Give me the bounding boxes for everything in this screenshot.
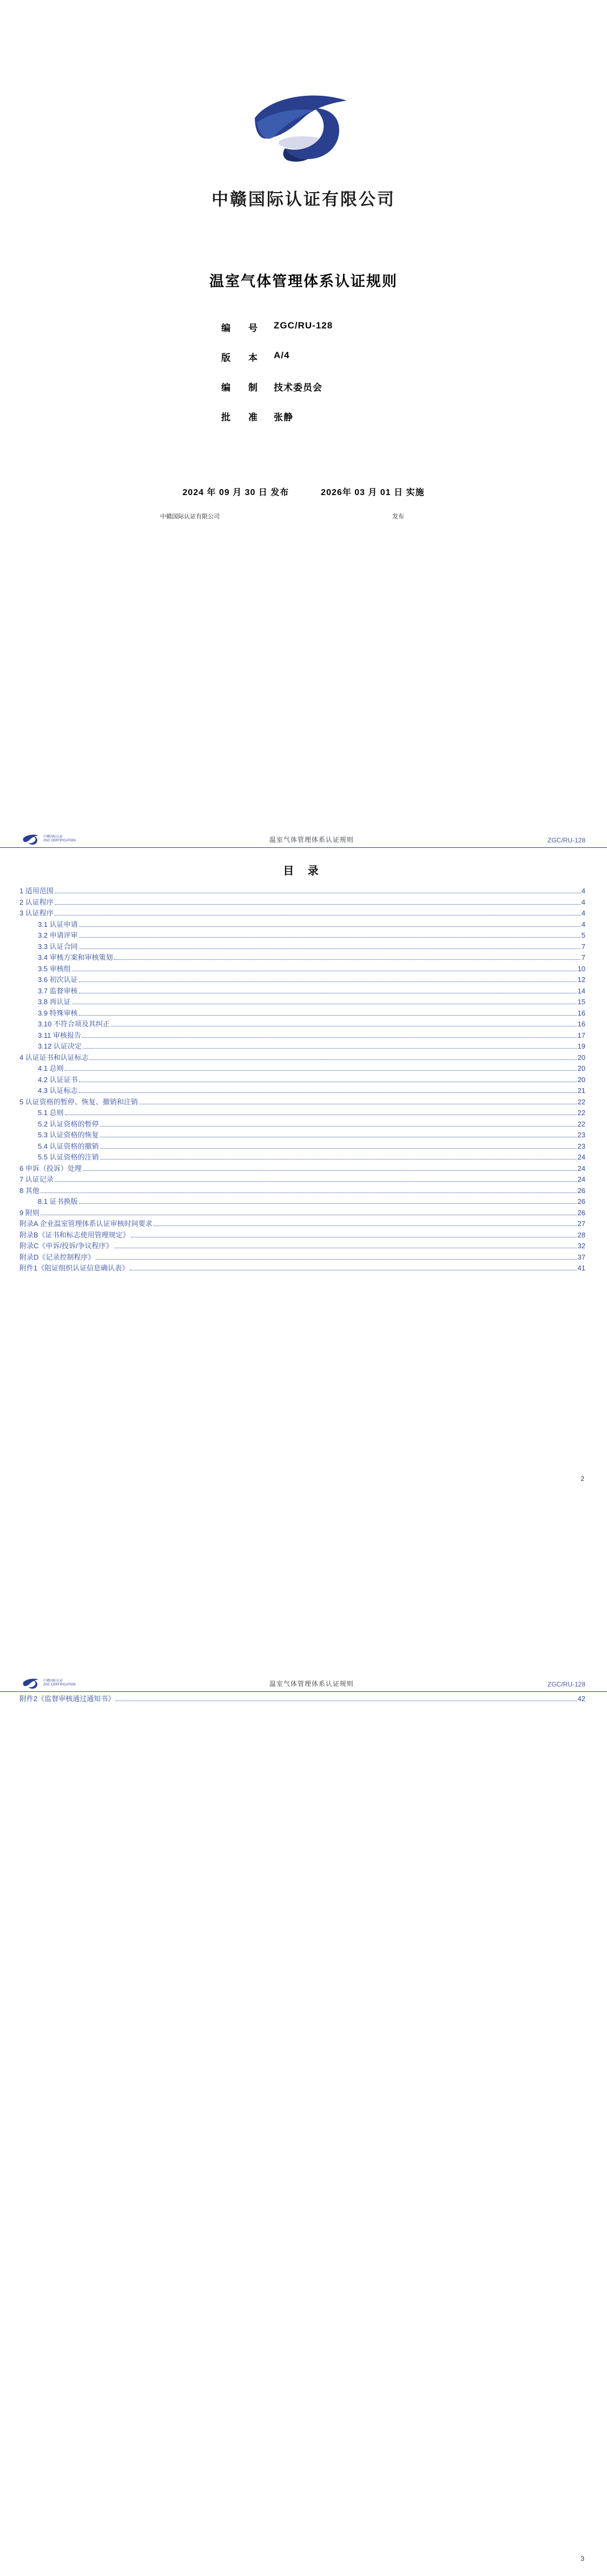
header-logo-line2: ZGC CERTIFICATION — [43, 839, 76, 842]
meta-label-approver: 批 准 — [221, 412, 262, 423]
toc-item[interactable] — [19, 1109, 585, 1117]
toc-item-label: 3.8 再认证 — [38, 998, 71, 1006]
toc-item-label: 4.3 认证标志 — [38, 1086, 78, 1095]
toc-leader — [79, 1203, 577, 1204]
zgc-logo-small-icon — [22, 833, 40, 845]
running-header — [0, 1677, 607, 1692]
toc-item-page: 4 — [581, 887, 585, 895]
toc-item-page: 26 — [577, 1197, 585, 1205]
toc-item-label: 4 认证证书和认证标志 — [19, 1053, 89, 1062]
toc-leader — [79, 1015, 577, 1016]
toc-continuation-page — [0, 1661, 607, 2575]
meta-row-author — [0, 380, 607, 393]
toc-item-page: 41 — [577, 1264, 585, 1272]
company-logo — [0, 87, 607, 176]
toc-item-page: 16 — [577, 1009, 585, 1017]
toc-item-label: 3.6 初次认证 — [38, 976, 78, 984]
toc-item-label: 3.11 审核报告 — [38, 1031, 81, 1039]
toc-item[interactable] — [19, 943, 585, 951]
meta-value-approver: 张静 — [274, 412, 293, 423]
toc-item[interactable] — [19, 1254, 585, 1261]
zgc-logo-small-icon — [22, 1677, 40, 1689]
toc-item[interactable] — [19, 1131, 585, 1139]
toc-item-label: 5.3 认证资格的恢复 — [38, 1131, 99, 1139]
meta-row-version — [0, 350, 607, 364]
toc-item-label: 附录B《证书和标志使用管理规定》 — [19, 1230, 130, 1239]
toc-item-label: 3.12 认证决定 — [38, 1042, 82, 1050]
toc-item-label: 3.1 认证申请 — [38, 920, 78, 928]
toc-item[interactable] — [19, 1098, 585, 1106]
company-name: 中赣国际认证有限公司 — [212, 190, 395, 209]
header-doc-code: ZGC/RU-128 — [547, 1681, 585, 1688]
toc-item-label: 5.1 总则 — [38, 1109, 64, 1117]
dates-row — [0, 485, 607, 498]
meta-row-number — [0, 320, 607, 334]
header-doc-code: ZGC/RU-128 — [547, 836, 585, 844]
toc-item-label: 附件1《阻证组织认证信息确认表》 — [19, 1264, 129, 1272]
document-title: 温室气体管理体系认证规则 — [209, 273, 398, 289]
toc-leader — [65, 1070, 577, 1071]
toc-item-page: 22 — [577, 1097, 585, 1106]
toc-item-label: 5 认证资格的暂停、恢复、撤销和注销 — [19, 1097, 138, 1106]
toc-leader — [55, 1181, 577, 1182]
toc-item-page: 10 — [577, 964, 585, 973]
toc-item-label: 附件2《监督审核通过通知书》 — [19, 1695, 115, 1703]
toc-item-label: 3.10 不符合项及其纠正 — [38, 1020, 110, 1028]
toc-item-page: 20 — [577, 1053, 585, 1062]
toc-item[interactable] — [19, 1264, 585, 1272]
toc-item[interactable] — [19, 987, 585, 995]
toc-item[interactable] — [19, 1143, 585, 1150]
toc-page — [0, 817, 607, 1661]
toc-item-page: 22 — [577, 1109, 585, 1117]
toc-item-label: 3.4 审核方案和审核策划 — [38, 953, 113, 961]
meta-label-number: 编 号 — [221, 323, 262, 333]
toc-list-continued — [0, 1692, 607, 1703]
toc-item-page: 23 — [577, 1142, 585, 1150]
toc-item[interactable] — [19, 1087, 585, 1095]
toc-item[interactable] — [19, 1209, 585, 1217]
toc-item[interactable] — [19, 932, 585, 939]
page-number: 2 — [580, 1475, 584, 1483]
toc-item[interactable] — [19, 1020, 585, 1028]
toc-item[interactable] — [19, 921, 585, 928]
header-logo — [22, 1677, 76, 1689]
effective-date: 2026年 03 月 01 日 实施 — [321, 488, 425, 497]
toc-item-page: 23 — [577, 1131, 585, 1139]
toc-item-label: 2 认证程序 — [19, 898, 54, 906]
page-number: 3 — [580, 2555, 584, 2562]
toc-item-page: 32 — [577, 1242, 585, 1250]
toc-item-label: 5.5 认证资格的注销 — [38, 1153, 99, 1161]
toc-item-label: 4.2 认证证书 — [38, 1075, 78, 1084]
toc-item-label: 5.4 认证资格的撤销 — [38, 1142, 99, 1150]
toc-item-label: 6 申诉（投诉）处理 — [19, 1164, 82, 1172]
toc-item[interactable] — [19, 1054, 585, 1062]
toc-leader — [79, 948, 580, 949]
toc-item-label: 附录A 企业温室管理体系认证审核时间要求 — [19, 1220, 153, 1228]
toc-item[interactable] — [19, 1695, 585, 1703]
toc-item-label: 9 附则 — [19, 1208, 39, 1217]
toc-item-page: 5 — [581, 931, 585, 939]
toc-item-page: 19 — [577, 1042, 585, 1050]
toc-item-page: 4 — [581, 898, 585, 906]
toc-leader — [79, 1092, 577, 1093]
toc-item-page: 26 — [577, 1186, 585, 1195]
toc-item-page: 7 — [581, 953, 585, 961]
meta-value-number: ZGC/RU-128 — [274, 320, 333, 331]
toc-item-page: 20 — [577, 1075, 585, 1084]
header-center-title: 温室气体管理体系认证规则 — [269, 1680, 354, 1688]
header-logo-line1: 中赣国际认证 — [43, 835, 63, 839]
toc-item[interactable] — [19, 954, 585, 961]
toc-item-page: 17 — [577, 1031, 585, 1039]
toc-item[interactable] — [19, 1065, 585, 1072]
toc-item-label: 1 适用范围 — [19, 887, 54, 895]
toc-leader — [90, 1059, 577, 1060]
toc-item[interactable] — [19, 1010, 585, 1017]
header-logo-line2: ZGC CERTIFICATION — [43, 1683, 76, 1686]
issuer-word: 发布 — [392, 513, 404, 520]
toc-item-label: 3.9 特殊审核 — [38, 1009, 78, 1017]
header-logo-line1: 中赣国际认证 — [43, 1679, 63, 1683]
toc-item-page: 22 — [577, 1119, 585, 1128]
toc-leader — [79, 937, 580, 938]
toc-list — [0, 887, 607, 1272]
toc-item[interactable] — [19, 1165, 585, 1172]
toc-leader — [55, 904, 580, 905]
toc-item[interactable] — [19, 1231, 585, 1239]
issue-date: 2024 年 09 月 30 日 发布 — [182, 488, 289, 497]
toc-item-page: 7 — [581, 942, 585, 951]
toc-item-page: 4 — [581, 909, 585, 917]
toc-item-label: 7 认证记录 — [19, 1175, 54, 1183]
toc-item[interactable] — [19, 910, 585, 917]
toc-item-label: 3.5 审核组 — [38, 964, 71, 973]
toc-item-page: 27 — [577, 1220, 585, 1228]
toc-item-page: 42 — [577, 1695, 585, 1703]
toc-item[interactable] — [19, 976, 585, 984]
toc-item[interactable] — [19, 1242, 585, 1250]
running-header — [0, 833, 607, 848]
toc-item[interactable] — [19, 1121, 585, 1128]
toc-item-label: 8 其他 — [19, 1186, 39, 1195]
toc-leader — [114, 959, 580, 960]
meta-value-author: 技术委员会 — [274, 383, 322, 393]
meta-value-version: A/4 — [274, 350, 290, 360]
issuer-name: 中赣国际认证有限公司 — [160, 513, 220, 520]
toc-item-page: 24 — [577, 1175, 585, 1183]
toc-item-label: 3.3 认证合同 — [38, 942, 78, 951]
toc-item[interactable] — [19, 1154, 585, 1161]
toc-item-label: 4.1 总则 — [38, 1064, 64, 1072]
toc-leader — [83, 1170, 577, 1171]
toc-leader — [100, 1148, 577, 1149]
toc-item[interactable] — [19, 899, 585, 906]
toc-item[interactable] — [19, 965, 585, 973]
toc-leader — [82, 1037, 577, 1038]
cover-page — [0, 0, 607, 817]
toc-item-label: 3.2 申请评审 — [38, 931, 78, 939]
toc-item-page: 26 — [577, 1208, 585, 1217]
toc-item-label: 附录C《申诉/投诉/争议程序》 — [19, 1242, 113, 1250]
toc-item[interactable] — [19, 998, 585, 1006]
toc-leader — [96, 1259, 576, 1260]
toc-item-page: 20 — [577, 1064, 585, 1072]
toc-item[interactable] — [19, 1220, 585, 1228]
toc-leader — [79, 926, 580, 927]
toc-item[interactable] — [19, 1043, 585, 1050]
toc-item[interactable] — [19, 887, 585, 895]
meta-label-author: 编 制 — [221, 383, 262, 393]
toc-item-label: 3.7 监督审核 — [38, 986, 78, 995]
toc-item-label: 5.2 认证资格的暂停 — [38, 1119, 99, 1128]
toc-item-page: 24 — [577, 1164, 585, 1172]
header-center-title: 温室气体管理体系认证规则 — [269, 836, 354, 844]
document-meta — [0, 320, 607, 423]
toc-item-page: 28 — [577, 1230, 585, 1239]
toc-item[interactable] — [19, 1032, 585, 1039]
toc-item-page: 15 — [577, 998, 585, 1006]
toc-item-label: 附录D《记录控制程序》 — [19, 1253, 95, 1261]
toc-item-page: 24 — [577, 1153, 585, 1161]
toc-item-page: 12 — [577, 976, 585, 984]
toc-item[interactable] — [19, 1198, 585, 1205]
toc-item-page: 14 — [577, 986, 585, 995]
toc-item-label: 8.1 证书换版 — [38, 1197, 78, 1205]
header-logo-text — [43, 1679, 76, 1686]
meta-label-version: 版 本 — [221, 353, 262, 363]
issuer-row — [0, 512, 607, 521]
header-logo-text — [43, 835, 76, 842]
toc-item[interactable] — [19, 1176, 585, 1183]
toc-item[interactable] — [19, 1076, 585, 1084]
meta-row-approver — [0, 410, 607, 423]
toc-item-page: 21 — [577, 1086, 585, 1095]
zgc-logo-icon — [233, 87, 374, 173]
toc-title: 目 录 — [283, 865, 324, 877]
header-logo — [22, 833, 76, 845]
toc-item-label: 3 认证程序 — [19, 909, 54, 917]
toc-item[interactable] — [19, 1187, 585, 1195]
toc-leader — [83, 1048, 577, 1049]
toc-item-page: 4 — [581, 920, 585, 928]
toc-leader — [79, 981, 577, 982]
toc-item-page: 37 — [577, 1253, 585, 1261]
toc-item-page: 16 — [577, 1020, 585, 1028]
